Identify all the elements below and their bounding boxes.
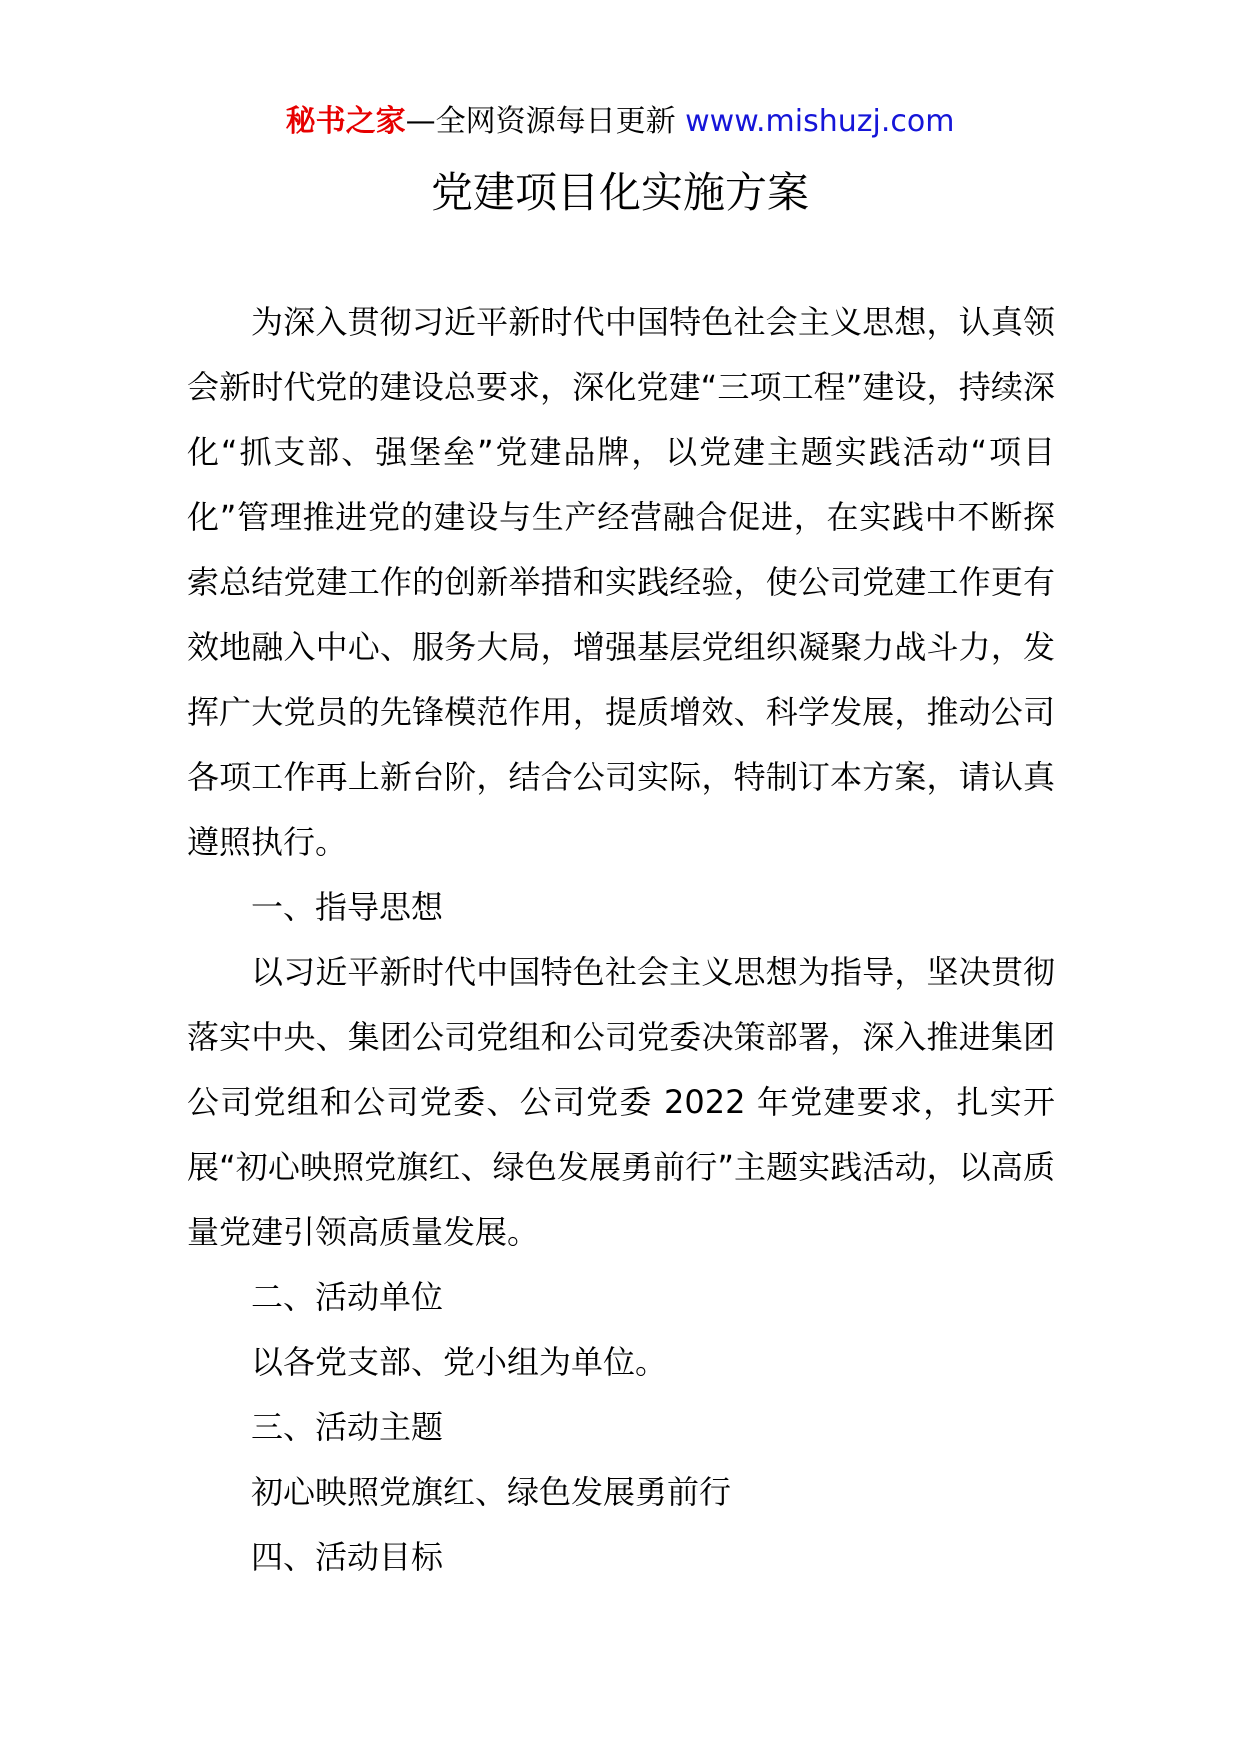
header-tagline: —全网资源每日更新 <box>405 104 686 139</box>
site-url-link[interactable]: www.mishuzj.com <box>685 104 955 139</box>
section-heading-activity-units: 二、活动单位 <box>251 1278 444 1316</box>
section-heading-guiding-ideology: 一、指导思想 <box>251 888 444 926</box>
document-title: 党建项目化实施方案 <box>430 168 809 217</box>
section-heading-activity-goals: 四、活动目标 <box>251 1538 444 1576</box>
section-heading-activity-theme: 三、活动主题 <box>251 1408 444 1446</box>
brand-name: 秘书之家 <box>285 104 406 139</box>
site-header <box>0 102 1240 142</box>
intro-paragraph: 为深入贯彻习近平新时代中国特色社会主义思想，认真领会新时代党的建设总要求，深化党建“三项工程”建设，持续深化“抓支部、强堡垒”党建品牌，以党建主题实践活动“项目化”管理推进党的建设与生产经营融合促进，在实践中不断探索总结党建工作的创新举措和实践经验，使公司党建工作更有效地融入中心、服务大局，增强基层党组织凝聚力战斗力，发挥广大党员的先锋模范作用，提质增效、科学发展，推动公司各项工作再上新台阶，结合公司实际，特制订本方案，请认真遵照执行。 <box>187 303 1055 861</box>
document-body <box>187 290 1055 1590</box>
guiding-ideology-paragraph: 以习近平新时代中国特色社会主义思想为指导，坚决贯彻落实中央、集团公司党组和公司党委决策部署，深入推进集团公司党组和公司党委、公司党委 2022 年党建要求，扎实开展“初心映照党旗红、绿色发展勇前行”主题实践活动，以高质量党建引领高质量发展。 <box>187 953 1055 1251</box>
activity-theme-text: 初心映照党旗红、绿色发展勇前行 <box>251 1473 732 1511</box>
activity-units-text: 以各党支部、党小组为单位。 <box>251 1343 668 1381</box>
